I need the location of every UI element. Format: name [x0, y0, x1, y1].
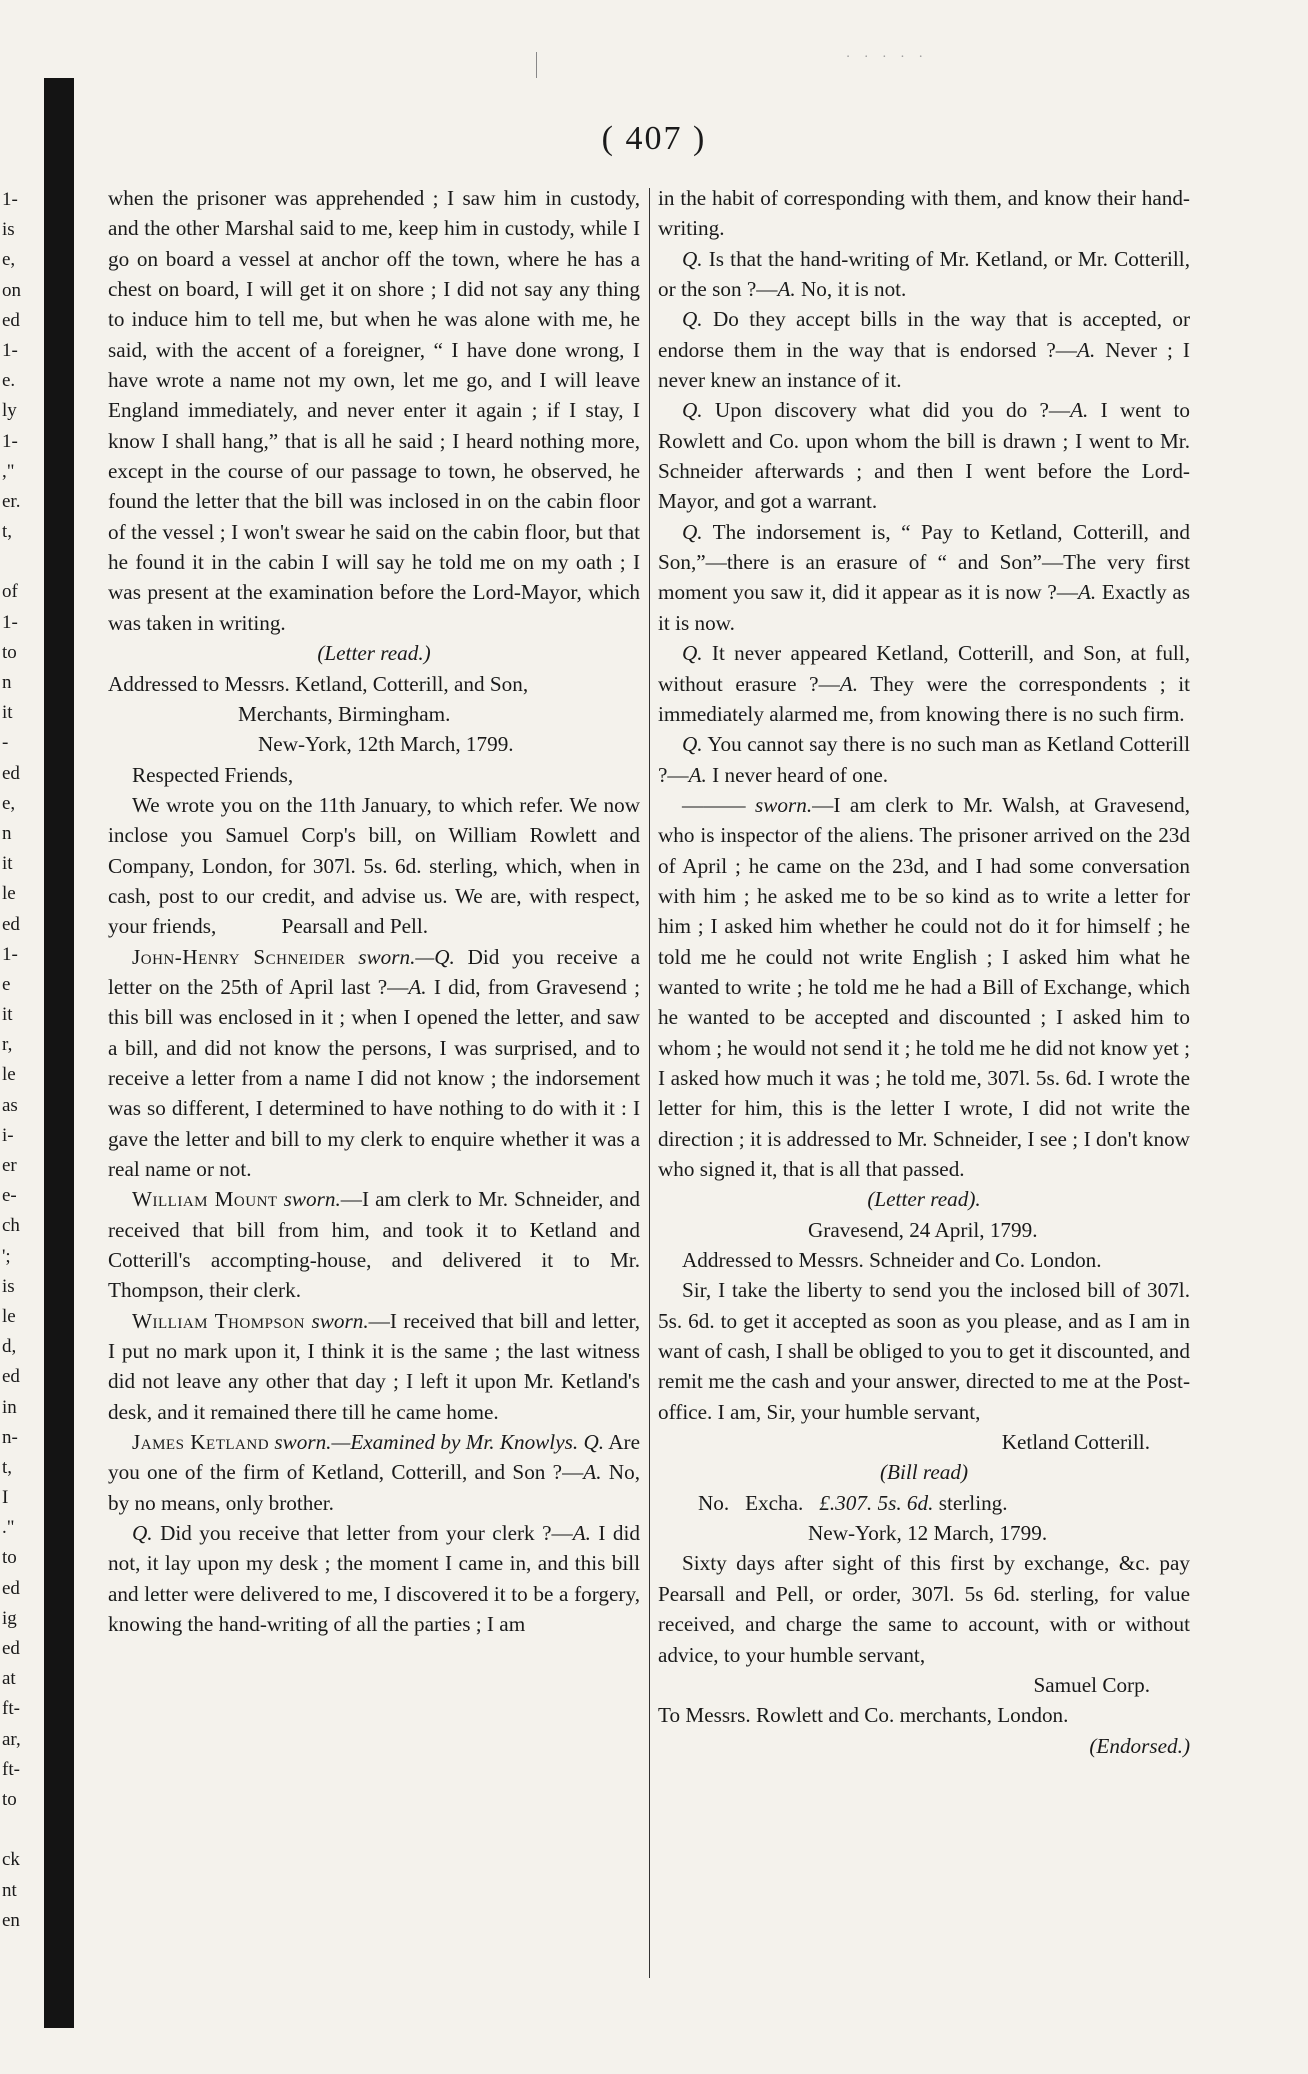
margin-fragment: I — [2, 1487, 9, 1509]
bill-heading — [658, 1488, 1190, 1518]
bill-dateline: New-York, 12 March, 1799. — [808, 1521, 1048, 1546]
testimony-thompson — [108, 1306, 640, 1427]
margin-fragment: t, — [2, 521, 13, 543]
letter-dateline: New-York, 12th March, 1799. — [258, 732, 514, 757]
qa-pair — [658, 244, 1190, 305]
stage-note: (Endorsed.) — [1089, 1733, 1190, 1758]
question-marker: Q. — [682, 641, 703, 666]
letter-address-line2: Merchants, Birmingham. — [238, 701, 451, 726]
answer-marker: A. — [1077, 580, 1097, 605]
margin-fragment: ar, — [2, 1728, 21, 1750]
margin-fragment: to — [2, 1547, 17, 1569]
margin-fragment: e, — [2, 792, 16, 814]
letter-dateline: Gravesend, 24 April, 1799. — [808, 1217, 1038, 1242]
sworn-label: sworn. — [283, 1187, 341, 1212]
page-number: ( 407 ) — [601, 120, 707, 157]
margin-fragment: d, — [2, 1336, 17, 1358]
margin-fragment: ed — [2, 1366, 20, 1388]
margin-fragment: 1- — [2, 430, 18, 452]
qa-pair — [658, 729, 1190, 790]
name-dash: ——— — [682, 792, 756, 817]
margin-fragment: of — [2, 581, 18, 603]
testimony-text: You cannot say there is no such man as Ketland Cotterill ?— — [658, 732, 1190, 787]
question-marker: Q. — [132, 1521, 153, 1546]
margin-fragment: i- — [2, 1124, 14, 1146]
margin-fragment: ," — [2, 460, 15, 482]
question-marker: Q. — [682, 246, 703, 271]
margin-fragment: in — [2, 1396, 17, 1418]
margin-fragment: is — [2, 1275, 15, 1297]
margin-fragment: ." — [2, 1517, 15, 1539]
testimony-text: Upon discovery what did you do ?— — [702, 398, 1071, 423]
margin-fragment: e. — [2, 370, 16, 392]
margin-fragment: to — [2, 641, 17, 663]
answer-marker: A. — [1070, 398, 1089, 423]
margin-fragment: is — [2, 219, 15, 241]
margin-fragment: ed — [2, 1638, 20, 1659]
testimony-text: The indorsement is, “ Pay to Ketland, Cotterill, and Son,”—there is an erasure of “ and Son”—The very first moment you saw it, did it appear as it is now ?— — [658, 519, 1190, 605]
margin-fragment: le — [2, 883, 16, 905]
letter-body: Sir, I take the liberty to send you the inclosed bill of 307l. 5s. 6d. to get it accepted as soon as you please, and as I am in want of cash, I shall be obliged to you to get it discounted, and remit me the cash and your answer, directed to me at the Post-office. I am, Sir, your humble servant, — [658, 1278, 1190, 1424]
right-column — [658, 183, 1190, 1761]
margin-fragment: ed — [2, 309, 20, 331]
letter-address: Addressed to Messrs. Ketland, Cotterill, and Son, — [108, 671, 529, 696]
stage-note: (Letter read). — [867, 1187, 981, 1212]
bill-body: Sixty days after sight of this first by exchange, &c. pay Pearsall and Pell, or order, 307l. 5s 6d. sterling, for value received, and charge the same to account, with or without advice, to your humble servant, — [658, 1551, 1190, 1667]
answer-marker: A. — [839, 671, 859, 696]
answer-marker: A. — [583, 1460, 602, 1485]
witness-name: John-Henry Schneider — [132, 944, 346, 969]
letter-signature: Ketland Cotterill. — [1001, 1430, 1150, 1455]
margin-fragment: ft- — [2, 1758, 20, 1780]
letter-body-text: We wrote you on the 11th January, to which refer. We now inclose you Samuel Corp's bill, on William Rowlett and Company, London, for 307l. 5s. 6d. sterling, which, when in cash, post to our credit, and advise us. We are, with respect, your friends, — [108, 792, 640, 939]
witness-name: William Thompson — [132, 1308, 305, 1333]
testimony-text: Are you one of the firm of Ketland, Cotterill, and Son ?— — [108, 1430, 641, 1485]
bill-currency: sterling. — [938, 1490, 1008, 1515]
sworn-label: sworn.—Examined by Mr. Knowlys. — [274, 1430, 579, 1455]
margin-fragment: er — [2, 1155, 17, 1176]
bill-amount: £.307. 5s. 6d. — [819, 1490, 934, 1515]
bill-number-label: No. — [698, 1490, 730, 1515]
margin-fragment: ed — [2, 762, 20, 784]
margin-fragment: it — [2, 702, 13, 724]
testimony-text: Did you receive a letter on the 25th of April last ?— — [108, 944, 641, 999]
question-marker: Q. — [682, 307, 703, 332]
testimony-text: No, it is not. — [795, 277, 907, 302]
testimony-text: Never ; I never knew an instance of it. — [658, 337, 1190, 393]
letter-signature: Pearsall and Pell. — [281, 914, 429, 939]
margin-fragment: t, — [2, 1456, 13, 1478]
margin-fragment: 1- — [2, 339, 18, 361]
testimony-text: I did, from Gravesend ; this bill was enclosed in it ; when I opened the letter, and saw a bill, and did not know the persons, I was surprised, and to receive a letter from a name I did not know ; the indorsement was so different, I determined to have nothing to do with it : I gave the letter and bill to my clerk to enquire whether it was a real name or not. — [108, 974, 641, 1181]
scan-mark — [536, 52, 537, 78]
margin-fragment — [2, 1815, 42, 1845]
testimony-schneider — [108, 942, 640, 1185]
margin-fragment: le — [2, 1064, 16, 1086]
margin-fragment: on — [2, 279, 21, 301]
paragraph: in the habit of corresponding with them, and know their hand-writing. — [658, 186, 1190, 241]
testimony-text: It never appeared Ketland, Cotterill, and Son, at full, without erasure ?— — [658, 641, 1190, 696]
margin-fragment: ly — [2, 400, 17, 422]
left-column — [108, 183, 640, 1640]
stage-note: (Bill read) — [879, 1460, 969, 1485]
testimony-question — [108, 1518, 640, 1639]
letter-salutation: Respected Friends, — [132, 762, 294, 787]
question-marker: Q. — [682, 398, 703, 423]
answer-marker: A. — [408, 974, 427, 999]
stage-note: (Letter read.) — [317, 641, 431, 666]
answer-marker: A. — [572, 1521, 591, 1546]
margin-fragment: e- — [2, 1185, 17, 1207]
margin-fragment: ig — [2, 1607, 17, 1629]
margin-fragment: 1- — [2, 189, 18, 210]
witness-name: James Ketland — [132, 1430, 270, 1455]
testimony-text: Is that the hand-writing of Mr. Ketland, or Mr. Cotterill, or the son ?— — [658, 246, 1190, 302]
sworn-label: sworn. — [311, 1308, 369, 1333]
testimony-text: Did you receive that letter from your clerk ?— — [152, 1521, 573, 1546]
qa-pair — [658, 395, 1190, 516]
testimony-text: —I am clerk to Mr. Schneider, and received that bill from him, and took it to Ketland and Cotterill's accompting-house, and delivered it to Mr. Thompson, their clerk. — [108, 1187, 641, 1303]
letter-body — [108, 790, 640, 942]
sworn-label: sworn. — [755, 792, 813, 817]
testimony-clerk — [658, 790, 1190, 1184]
testimony-text: —I am clerk to Mr. Walsh, at Gravesend, who is inspector of the aliens. The prisoner arrived on the 23d of April ; he came on the 23d, and I had some conversation with him ; he asked me to be so kind as to write a letter for him ; I asked him whether he could not do it for himself ; he told me he could not write English ; I asked him what he wanted to write ; he told me he had a Bill of Exchange, which he wanted to be accepted and discounted ; I asked him to whom ; he would not send it ; he told me he did not know yet ; I asked how much it was ; he told me, 307l. 5s. 6d. I wrote the letter for him, this is the letter I wrote, I did not write the direction ; it is addressed to Mr. Schneider, I see ; I don't know who signed it, that is all that passed. — [658, 792, 1191, 1181]
question-marker: —Q. — [415, 944, 455, 969]
answer-marker: A. — [1077, 337, 1096, 362]
margin-fragment: ck — [2, 1849, 20, 1871]
testimony-text: —I received that bill and letter, I put no mark upon it, I think it is the same ; the last witness did not leave any other that day ; I left it upon Mr. Ketland's desk, and it remained there till he came home. — [108, 1308, 640, 1424]
margin-fragment: at — [2, 1668, 16, 1690]
margin-fragment: en — [2, 1909, 20, 1931]
qa-pair — [658, 517, 1190, 638]
margin-fragment: er. — [2, 490, 21, 512]
margin-fragments — [2, 185, 42, 1936]
margin-fragment: e — [2, 973, 11, 995]
testimony-text: I never heard of one. — [706, 762, 889, 787]
margin-fragment — [2, 547, 42, 577]
margin-fragment: as — [2, 1094, 18, 1116]
bill-addressee: To Messrs. Rowlett and Co. merchants, London. — [658, 1703, 1069, 1728]
answer-marker: A. — [688, 762, 707, 787]
question-marker: Q. — [578, 1430, 605, 1455]
testimony-text: No, by no means, only brother. — [108, 1460, 640, 1515]
testimony-text: Do they accept bills in the way that is accepted, or endorse them in the way that is endorsed ?— — [658, 307, 1190, 362]
margin-fragment: ft- — [2, 1698, 20, 1720]
question-marker: Q. — [682, 732, 703, 757]
testimony-text: They were the correspondents ; it immediately alarmed me, from knowing there is no such firm. — [658, 671, 1190, 726]
testimony-text: Exactly as it is now. — [658, 580, 1190, 635]
margin-fragment: e, — [2, 249, 16, 271]
margin-fragment: '; — [2, 1245, 11, 1267]
scan-speckle: · · · · · — [845, 50, 928, 65]
bill-signature: Samuel Corp. — [1033, 1672, 1150, 1697]
margin-fragment: it — [2, 1004, 13, 1026]
letter-address: Addressed to Messrs. Schneider and Co. London. — [682, 1248, 1102, 1273]
margin-fragment: ed — [2, 1577, 20, 1599]
margin-fragment: ed — [2, 913, 20, 935]
margin-fragment: 1- — [2, 611, 18, 633]
testimony-mount — [108, 1184, 640, 1305]
question-marker: Q. — [682, 519, 703, 544]
margin-fragment: r, — [2, 1034, 13, 1056]
margin-fragment: n- — [2, 1426, 18, 1448]
testimony-ketland — [108, 1427, 640, 1518]
margin-fragment: 1- — [2, 943, 18, 965]
column-rule — [649, 188, 650, 1978]
qa-pair — [658, 304, 1190, 395]
qa-pair — [658, 638, 1190, 729]
margin-fragment: nt — [2, 1879, 17, 1901]
margin-fragment: it — [2, 853, 13, 875]
margin-fragment: to — [2, 1788, 17, 1810]
margin-fragment: - — [2, 732, 9, 754]
witness-name: William Mount — [132, 1187, 278, 1212]
testimony-text: I did not, it lay upon my desk ; the moment I came in, and this bill and letter were delivered to me, I discovered it to be a forgery, knowing the hand-writing of all the parties ; I am — [108, 1521, 640, 1637]
margin-fragment: n — [2, 822, 12, 844]
binding-shadow — [44, 78, 74, 2028]
bill-exchange-label: Excha. — [745, 1490, 804, 1515]
margin-fragment: le — [2, 1305, 16, 1327]
testimony-text: I went to Rowlett and Co. upon whom the bill is drawn ; I went to Mr. Schneider afterwards ; and then I went before the Lord-Mayor, and got a warrant. — [658, 398, 1190, 514]
sworn-label: sworn. — [358, 944, 416, 969]
paragraph: when the prisoner was apprehended ; I saw him in custody, and the other Marshal said to me, keep him in custody, while I go on board a vessel at anchor off the town, where he has a chest on board, I will get it on shore ; I did not say any thing to induce him to tell me, but when he was alone with me, he said, with the accent of a foreigner, “ I have done wrong, I have wrote a name not my own, let me go, and I will leave England immediately, and never enter it again ; if I stay, I know I shall hang,” that is all he said ; I heard nothing more, except in the course of our passage to town, he observed, he found the letter that the bill was inclosed in on the cabin floor of the vessel ; I won't swear he said on the cabin floor, but that he found it in the cabin I will say he told me on my oath ; I was present at the examination before the Lord-Mayor, which was taken in writing. — [108, 186, 640, 635]
answer-marker: A. — [777, 277, 796, 302]
margin-fragment: ch — [2, 1215, 20, 1237]
margin-fragment: n — [2, 672, 12, 693]
